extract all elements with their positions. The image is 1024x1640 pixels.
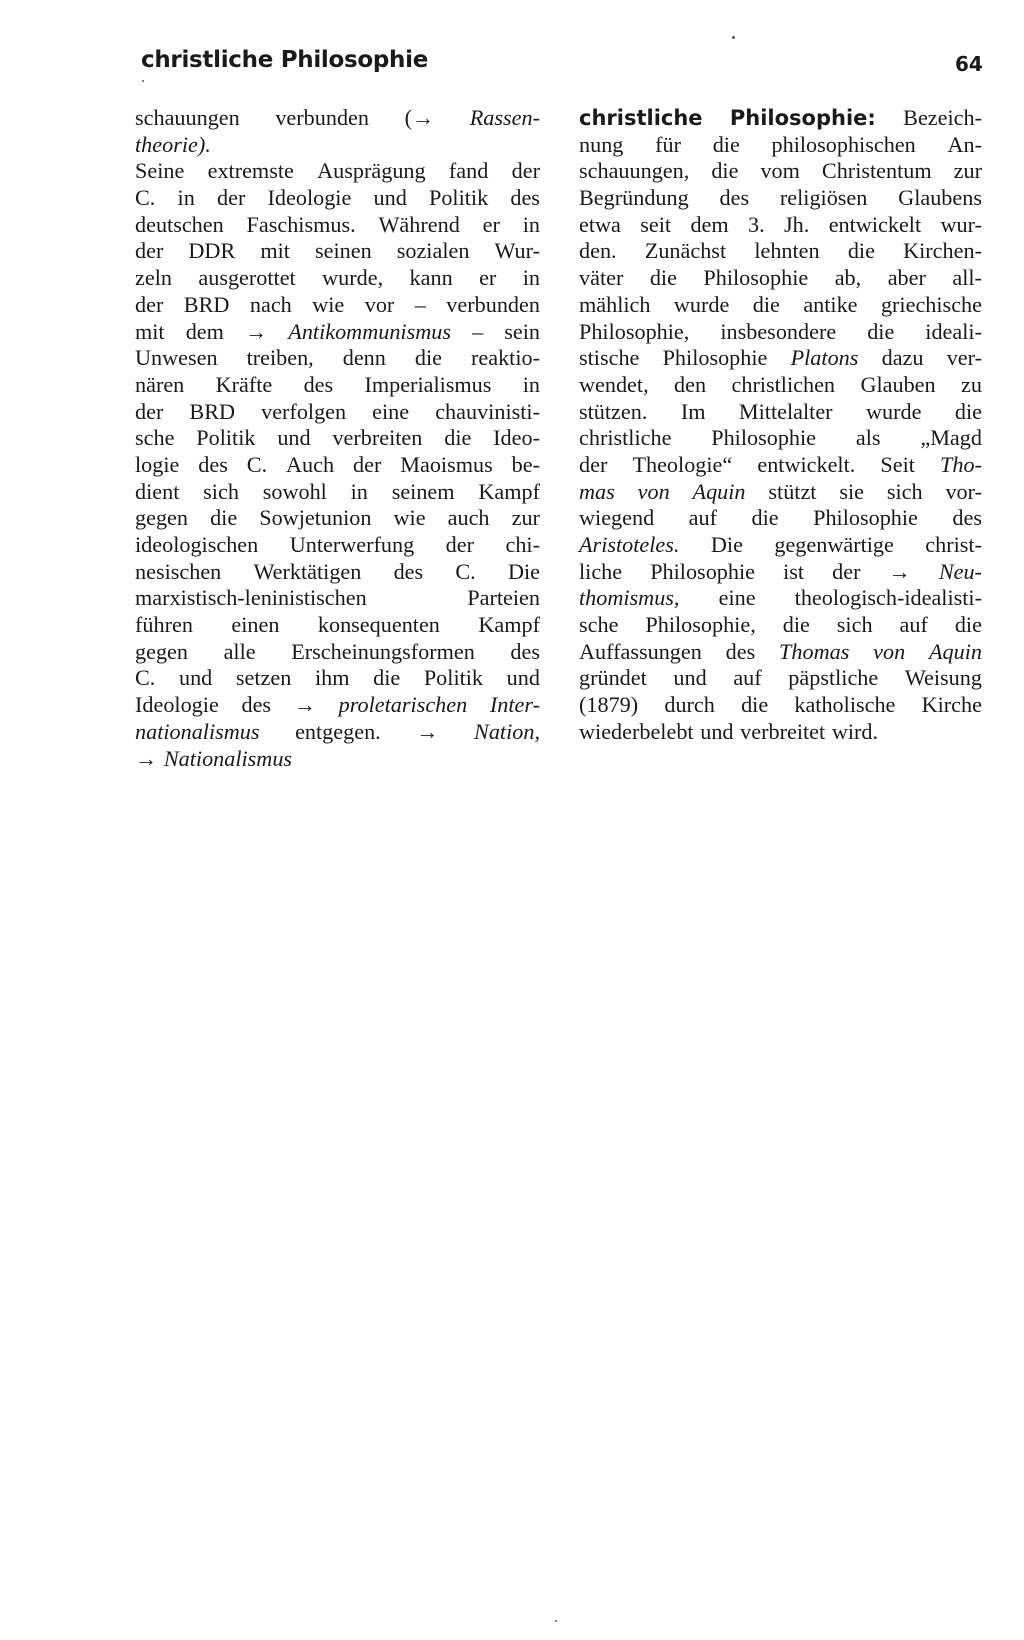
word: Seit bbox=[880, 451, 915, 477]
word: verfolgen bbox=[261, 398, 347, 424]
word: Tho- bbox=[940, 451, 982, 477]
word: gegen bbox=[135, 638, 188, 664]
word: gründet bbox=[579, 665, 647, 691]
word: dazu bbox=[881, 345, 924, 371]
word: seinen bbox=[314, 238, 372, 264]
word: Kräfte bbox=[215, 371, 273, 397]
word: zur bbox=[511, 505, 540, 531]
word: Philosophie: bbox=[729, 106, 876, 130]
word: und bbox=[506, 665, 540, 691]
word: stützen. bbox=[579, 398, 648, 424]
word: ideologischen bbox=[135, 532, 259, 557]
word: stützt bbox=[768, 478, 817, 504]
word: und bbox=[178, 665, 213, 691]
text-line bbox=[135, 345, 540, 372]
word: BRD bbox=[183, 291, 230, 317]
word: C. bbox=[135, 665, 156, 691]
word: sich bbox=[886, 478, 923, 504]
word: theologisch-idealisti- bbox=[794, 585, 982, 611]
text-line bbox=[135, 319, 540, 346]
word: und bbox=[373, 185, 407, 211]
word: auf bbox=[733, 665, 762, 691]
text-line bbox=[135, 479, 540, 506]
word: verbreitet bbox=[740, 718, 826, 744]
word: → bbox=[135, 745, 158, 771]
word: die bbox=[444, 425, 472, 451]
text-line bbox=[579, 345, 982, 372]
word: setzen bbox=[235, 665, 292, 691]
text-line bbox=[135, 185, 540, 212]
word: Sowjetunion bbox=[259, 505, 372, 531]
word: Faschismus. bbox=[246, 211, 356, 237]
word: die bbox=[373, 665, 401, 691]
word: An- bbox=[947, 131, 982, 157]
text-line bbox=[135, 265, 540, 292]
word: durch bbox=[664, 692, 715, 718]
word: der bbox=[511, 158, 540, 184]
word: und bbox=[700, 718, 734, 744]
word: Glaubens bbox=[898, 185, 982, 211]
word: mit bbox=[135, 318, 165, 344]
word: wurde bbox=[673, 291, 730, 317]
word: vom bbox=[760, 158, 800, 184]
word: zur bbox=[953, 158, 982, 184]
word: auf bbox=[899, 612, 928, 638]
word: alle bbox=[223, 638, 256, 664]
word: Politik bbox=[196, 425, 256, 451]
word: denn bbox=[342, 345, 386, 371]
word: – bbox=[472, 318, 484, 344]
word: (→ bbox=[404, 105, 435, 130]
word: dem bbox=[185, 318, 224, 344]
word: „Magd bbox=[920, 425, 982, 451]
word: als bbox=[855, 425, 881, 451]
word: christ- bbox=[925, 532, 982, 557]
word: philosophischen bbox=[771, 131, 916, 157]
left-text-column bbox=[135, 105, 540, 772]
word: wie bbox=[393, 505, 426, 531]
word: Kampf bbox=[478, 478, 540, 504]
word: den. bbox=[579, 238, 617, 264]
text-line bbox=[579, 479, 982, 506]
word: Begründung bbox=[579, 185, 689, 211]
word: der bbox=[445, 532, 474, 557]
word: Parteien bbox=[467, 585, 540, 611]
word: Theologie“ bbox=[632, 451, 733, 477]
word: väter bbox=[579, 265, 624, 291]
word: nung bbox=[579, 131, 624, 157]
word: von bbox=[637, 478, 670, 504]
word: Ideologie bbox=[267, 185, 352, 211]
text-line bbox=[135, 238, 540, 265]
word: die bbox=[741, 692, 769, 718]
word: wie bbox=[312, 291, 345, 317]
text-line bbox=[135, 505, 540, 532]
word: entwickelt bbox=[828, 211, 922, 237]
word: chauvinisti- bbox=[435, 398, 540, 424]
word: Inter- bbox=[489, 692, 540, 718]
word: antike bbox=[803, 291, 858, 317]
word: C. bbox=[455, 558, 476, 584]
word: → bbox=[244, 318, 268, 344]
word: eine bbox=[372, 398, 410, 424]
word: BRD bbox=[189, 398, 236, 424]
word: Ideologie bbox=[135, 692, 219, 718]
text-line bbox=[579, 132, 982, 159]
word: Philosophie bbox=[813, 505, 918, 531]
word: für bbox=[655, 131, 681, 157]
text-line bbox=[579, 292, 982, 319]
word: Im bbox=[680, 398, 706, 424]
word: katholische bbox=[794, 692, 896, 718]
word: den bbox=[674, 371, 707, 397]
word: griechische bbox=[880, 291, 982, 317]
word: sich bbox=[836, 612, 873, 638]
word: die bbox=[954, 612, 982, 638]
text-line bbox=[135, 719, 540, 746]
word: wur- bbox=[940, 211, 982, 237]
word: Philosophie bbox=[650, 558, 755, 584]
text-line bbox=[135, 665, 540, 692]
word: Philosophie, bbox=[579, 318, 690, 344]
word: zeln bbox=[135, 265, 172, 291]
word: des bbox=[303, 371, 334, 397]
word: in bbox=[177, 185, 195, 211]
word: der bbox=[135, 238, 164, 264]
word: des bbox=[241, 692, 272, 718]
word: Rassen- bbox=[469, 105, 540, 130]
text-line bbox=[579, 532, 982, 559]
text-line bbox=[579, 158, 982, 185]
word: lehnten bbox=[754, 238, 820, 264]
text-line bbox=[579, 238, 982, 265]
word: die bbox=[649, 265, 677, 291]
word: dient bbox=[135, 478, 180, 504]
word: mählich bbox=[579, 291, 651, 317]
word: (1879) bbox=[579, 692, 639, 718]
word: der bbox=[135, 398, 164, 424]
word: Unterwerfung bbox=[289, 532, 415, 557]
word: Maoismus bbox=[400, 451, 493, 477]
word: der bbox=[135, 291, 164, 317]
word: verbunden bbox=[446, 291, 540, 317]
word: C. bbox=[246, 451, 268, 477]
running-title: christliche Philosophie bbox=[141, 47, 429, 73]
word: be- bbox=[511, 451, 540, 477]
word: ab, bbox=[834, 265, 862, 291]
word: Mittelalter bbox=[738, 398, 833, 424]
word: des bbox=[725, 638, 756, 664]
word: und bbox=[673, 665, 707, 691]
text-line bbox=[135, 639, 540, 666]
text-line bbox=[579, 719, 982, 746]
word: nesischen bbox=[135, 558, 222, 584]
word: 3. bbox=[748, 211, 765, 237]
word: Aristoteles. bbox=[579, 532, 680, 557]
word: thomismus, bbox=[579, 585, 680, 611]
word: die bbox=[210, 505, 238, 531]
word: Erscheinungsformen bbox=[291, 638, 475, 664]
text-line bbox=[135, 105, 540, 132]
word: Werktätigen bbox=[253, 558, 362, 584]
word: theorie). bbox=[135, 131, 211, 157]
word: christliche bbox=[579, 425, 672, 451]
word: chi- bbox=[505, 532, 540, 557]
text-line bbox=[135, 692, 540, 719]
word: des bbox=[510, 185, 540, 211]
word: und bbox=[277, 425, 311, 451]
print-speck bbox=[555, 1620, 557, 1622]
text-line bbox=[579, 612, 982, 639]
word: des bbox=[198, 451, 228, 477]
word: wendet, bbox=[579, 371, 649, 397]
word: sowohl bbox=[262, 478, 327, 504]
text-line bbox=[579, 692, 982, 719]
word: marxistisch-leninistischen bbox=[135, 585, 367, 611]
word: sich bbox=[203, 478, 239, 504]
text-line bbox=[135, 585, 540, 612]
word: extremste bbox=[207, 158, 294, 184]
word: Neu- bbox=[938, 558, 982, 584]
word: mas bbox=[579, 478, 615, 504]
word: des bbox=[952, 505, 982, 531]
word: des bbox=[510, 638, 540, 664]
word: Weisung bbox=[904, 665, 982, 691]
word: wird. bbox=[831, 718, 879, 744]
word: Glauben bbox=[860, 371, 936, 397]
word: Ideo- bbox=[493, 425, 540, 451]
word: vor- bbox=[945, 478, 982, 504]
word: ver- bbox=[946, 345, 982, 371]
word: Die bbox=[507, 558, 540, 584]
word: Thomas bbox=[779, 638, 850, 664]
text-line bbox=[135, 746, 540, 773]
word: Nationalismus bbox=[163, 745, 293, 771]
word: Christentum bbox=[821, 158, 932, 184]
word: führen bbox=[135, 612, 193, 638]
word: entwickelt. bbox=[757, 451, 856, 477]
word: sche bbox=[579, 612, 619, 638]
word: sein bbox=[504, 318, 540, 344]
word: deutschen bbox=[135, 211, 224, 237]
text-line bbox=[135, 559, 540, 586]
word: des bbox=[719, 185, 750, 211]
word: nationalismus bbox=[135, 718, 260, 744]
word: dem bbox=[690, 211, 729, 237]
word: die bbox=[712, 131, 740, 157]
text-line bbox=[579, 452, 982, 479]
word: die bbox=[782, 612, 810, 638]
text-line bbox=[135, 212, 540, 239]
print-speck bbox=[732, 36, 735, 39]
word: schauungen bbox=[135, 105, 240, 130]
word: ausgerottet bbox=[198, 265, 296, 291]
word: die bbox=[751, 505, 779, 531]
word: Kirchen- bbox=[903, 238, 982, 264]
word: → bbox=[293, 692, 316, 718]
word: Jh. bbox=[784, 211, 810, 237]
word: in bbox=[522, 265, 540, 291]
text-line bbox=[135, 158, 540, 185]
word: liche bbox=[579, 558, 623, 584]
word: er bbox=[482, 211, 500, 237]
word: ideali- bbox=[925, 318, 982, 344]
word: wiederbelebt bbox=[579, 718, 694, 744]
word: Seine bbox=[135, 158, 185, 184]
word: ihm bbox=[314, 665, 350, 691]
text-line bbox=[579, 212, 982, 239]
word: etwa bbox=[579, 211, 621, 237]
word: nach bbox=[249, 291, 292, 317]
text-line bbox=[579, 639, 982, 666]
word: in bbox=[522, 211, 540, 237]
word: C. bbox=[135, 185, 156, 211]
word: entgegen. bbox=[295, 718, 381, 744]
word: der bbox=[832, 558, 861, 584]
word: Platons bbox=[790, 345, 859, 371]
word: Auch bbox=[286, 451, 335, 477]
word: in bbox=[350, 478, 368, 504]
word: stische bbox=[579, 345, 640, 371]
word: der bbox=[217, 185, 246, 211]
text-line bbox=[135, 292, 540, 319]
word: Philosophie, bbox=[645, 612, 756, 638]
word: Philosophie bbox=[711, 425, 817, 451]
word: Die bbox=[710, 532, 743, 557]
word: christliche bbox=[579, 106, 703, 130]
word: reaktio- bbox=[470, 345, 540, 371]
word: schauungen, bbox=[579, 158, 690, 184]
word: konsequenten bbox=[317, 612, 440, 638]
word: päpstliche bbox=[788, 665, 879, 691]
text-line bbox=[135, 532, 540, 559]
right-text-column bbox=[579, 105, 982, 746]
word: die bbox=[847, 238, 875, 264]
text-line bbox=[135, 425, 540, 452]
word: Philosophie bbox=[662, 345, 768, 371]
word: Während bbox=[378, 211, 460, 237]
word: eine bbox=[718, 585, 756, 611]
word: Wur- bbox=[494, 238, 540, 264]
text-line bbox=[135, 452, 540, 479]
word: fand bbox=[448, 158, 489, 184]
text-line bbox=[135, 399, 540, 426]
word: DDR bbox=[188, 238, 236, 264]
word: Ausprägung bbox=[317, 158, 426, 184]
word: insbesondere bbox=[720, 318, 837, 344]
text-line bbox=[579, 559, 982, 586]
word: verbunden bbox=[275, 105, 369, 130]
word: vor bbox=[364, 291, 395, 317]
word: treiben, bbox=[246, 345, 314, 371]
text-line bbox=[579, 265, 982, 292]
word: Kampf bbox=[478, 612, 540, 638]
word: von bbox=[873, 638, 906, 664]
word: aber bbox=[887, 265, 926, 291]
word: ist bbox=[783, 558, 805, 584]
print-speck bbox=[142, 80, 144, 82]
word: Auffassungen bbox=[579, 638, 702, 664]
word: → bbox=[416, 718, 439, 744]
text-line bbox=[579, 105, 982, 132]
text-line bbox=[579, 185, 982, 212]
word: Aquin bbox=[692, 478, 746, 504]
word: die bbox=[752, 291, 780, 317]
word: logie bbox=[135, 451, 180, 477]
text-line bbox=[579, 585, 982, 612]
word: → bbox=[888, 558, 911, 584]
word: verbreiten bbox=[332, 425, 423, 451]
word: seit bbox=[640, 211, 672, 237]
word: christlichen bbox=[731, 371, 836, 397]
word: auch bbox=[447, 505, 490, 531]
word: all- bbox=[952, 265, 982, 291]
text-line bbox=[135, 372, 540, 399]
word: Aquin bbox=[929, 638, 982, 664]
text-line bbox=[579, 372, 982, 399]
word: wurde bbox=[865, 398, 922, 424]
word: Unwesen bbox=[135, 345, 218, 371]
word: er bbox=[479, 265, 497, 291]
text-line bbox=[135, 132, 540, 159]
word: der bbox=[579, 451, 608, 477]
word: sozialen bbox=[396, 238, 470, 264]
word: Philosophie bbox=[703, 265, 809, 291]
word: des bbox=[393, 558, 424, 584]
word: gegen bbox=[135, 505, 188, 531]
word: religiösen bbox=[779, 185, 868, 211]
word: sche bbox=[135, 425, 175, 451]
word: Antikommunismus bbox=[288, 318, 451, 344]
word: kann bbox=[409, 265, 453, 291]
word: die bbox=[867, 318, 895, 344]
word: die bbox=[711, 158, 739, 184]
word: Bezeich- bbox=[903, 105, 982, 130]
word: die bbox=[414, 345, 442, 371]
text-line bbox=[579, 425, 982, 452]
word: in bbox=[522, 371, 540, 397]
word: Politik bbox=[423, 665, 484, 691]
word: Imperialismus bbox=[364, 371, 492, 397]
word: zu bbox=[961, 371, 982, 397]
word: seinem bbox=[391, 478, 455, 504]
word: Politik bbox=[428, 185, 489, 211]
text-line bbox=[579, 399, 982, 426]
word: nären bbox=[135, 371, 185, 397]
word: die bbox=[954, 398, 982, 424]
text-line bbox=[135, 612, 540, 639]
word: auf bbox=[688, 505, 718, 531]
word: Nation, bbox=[474, 718, 540, 744]
word: proletarischen bbox=[338, 692, 468, 718]
word: Kirche bbox=[921, 692, 982, 718]
word: einen bbox=[231, 612, 280, 638]
word: gegenwärtige bbox=[774, 532, 894, 557]
word: Zunächst bbox=[644, 238, 727, 264]
word: wurde, bbox=[322, 265, 384, 291]
word: der bbox=[353, 451, 382, 477]
word: mit bbox=[260, 238, 290, 264]
word: – bbox=[414, 291, 426, 317]
text-line bbox=[579, 319, 982, 346]
word: sie bbox=[839, 478, 864, 504]
text-line bbox=[579, 505, 982, 532]
text-line bbox=[579, 665, 982, 692]
word: wiegend bbox=[579, 505, 655, 531]
page-number: 64 bbox=[955, 52, 983, 76]
